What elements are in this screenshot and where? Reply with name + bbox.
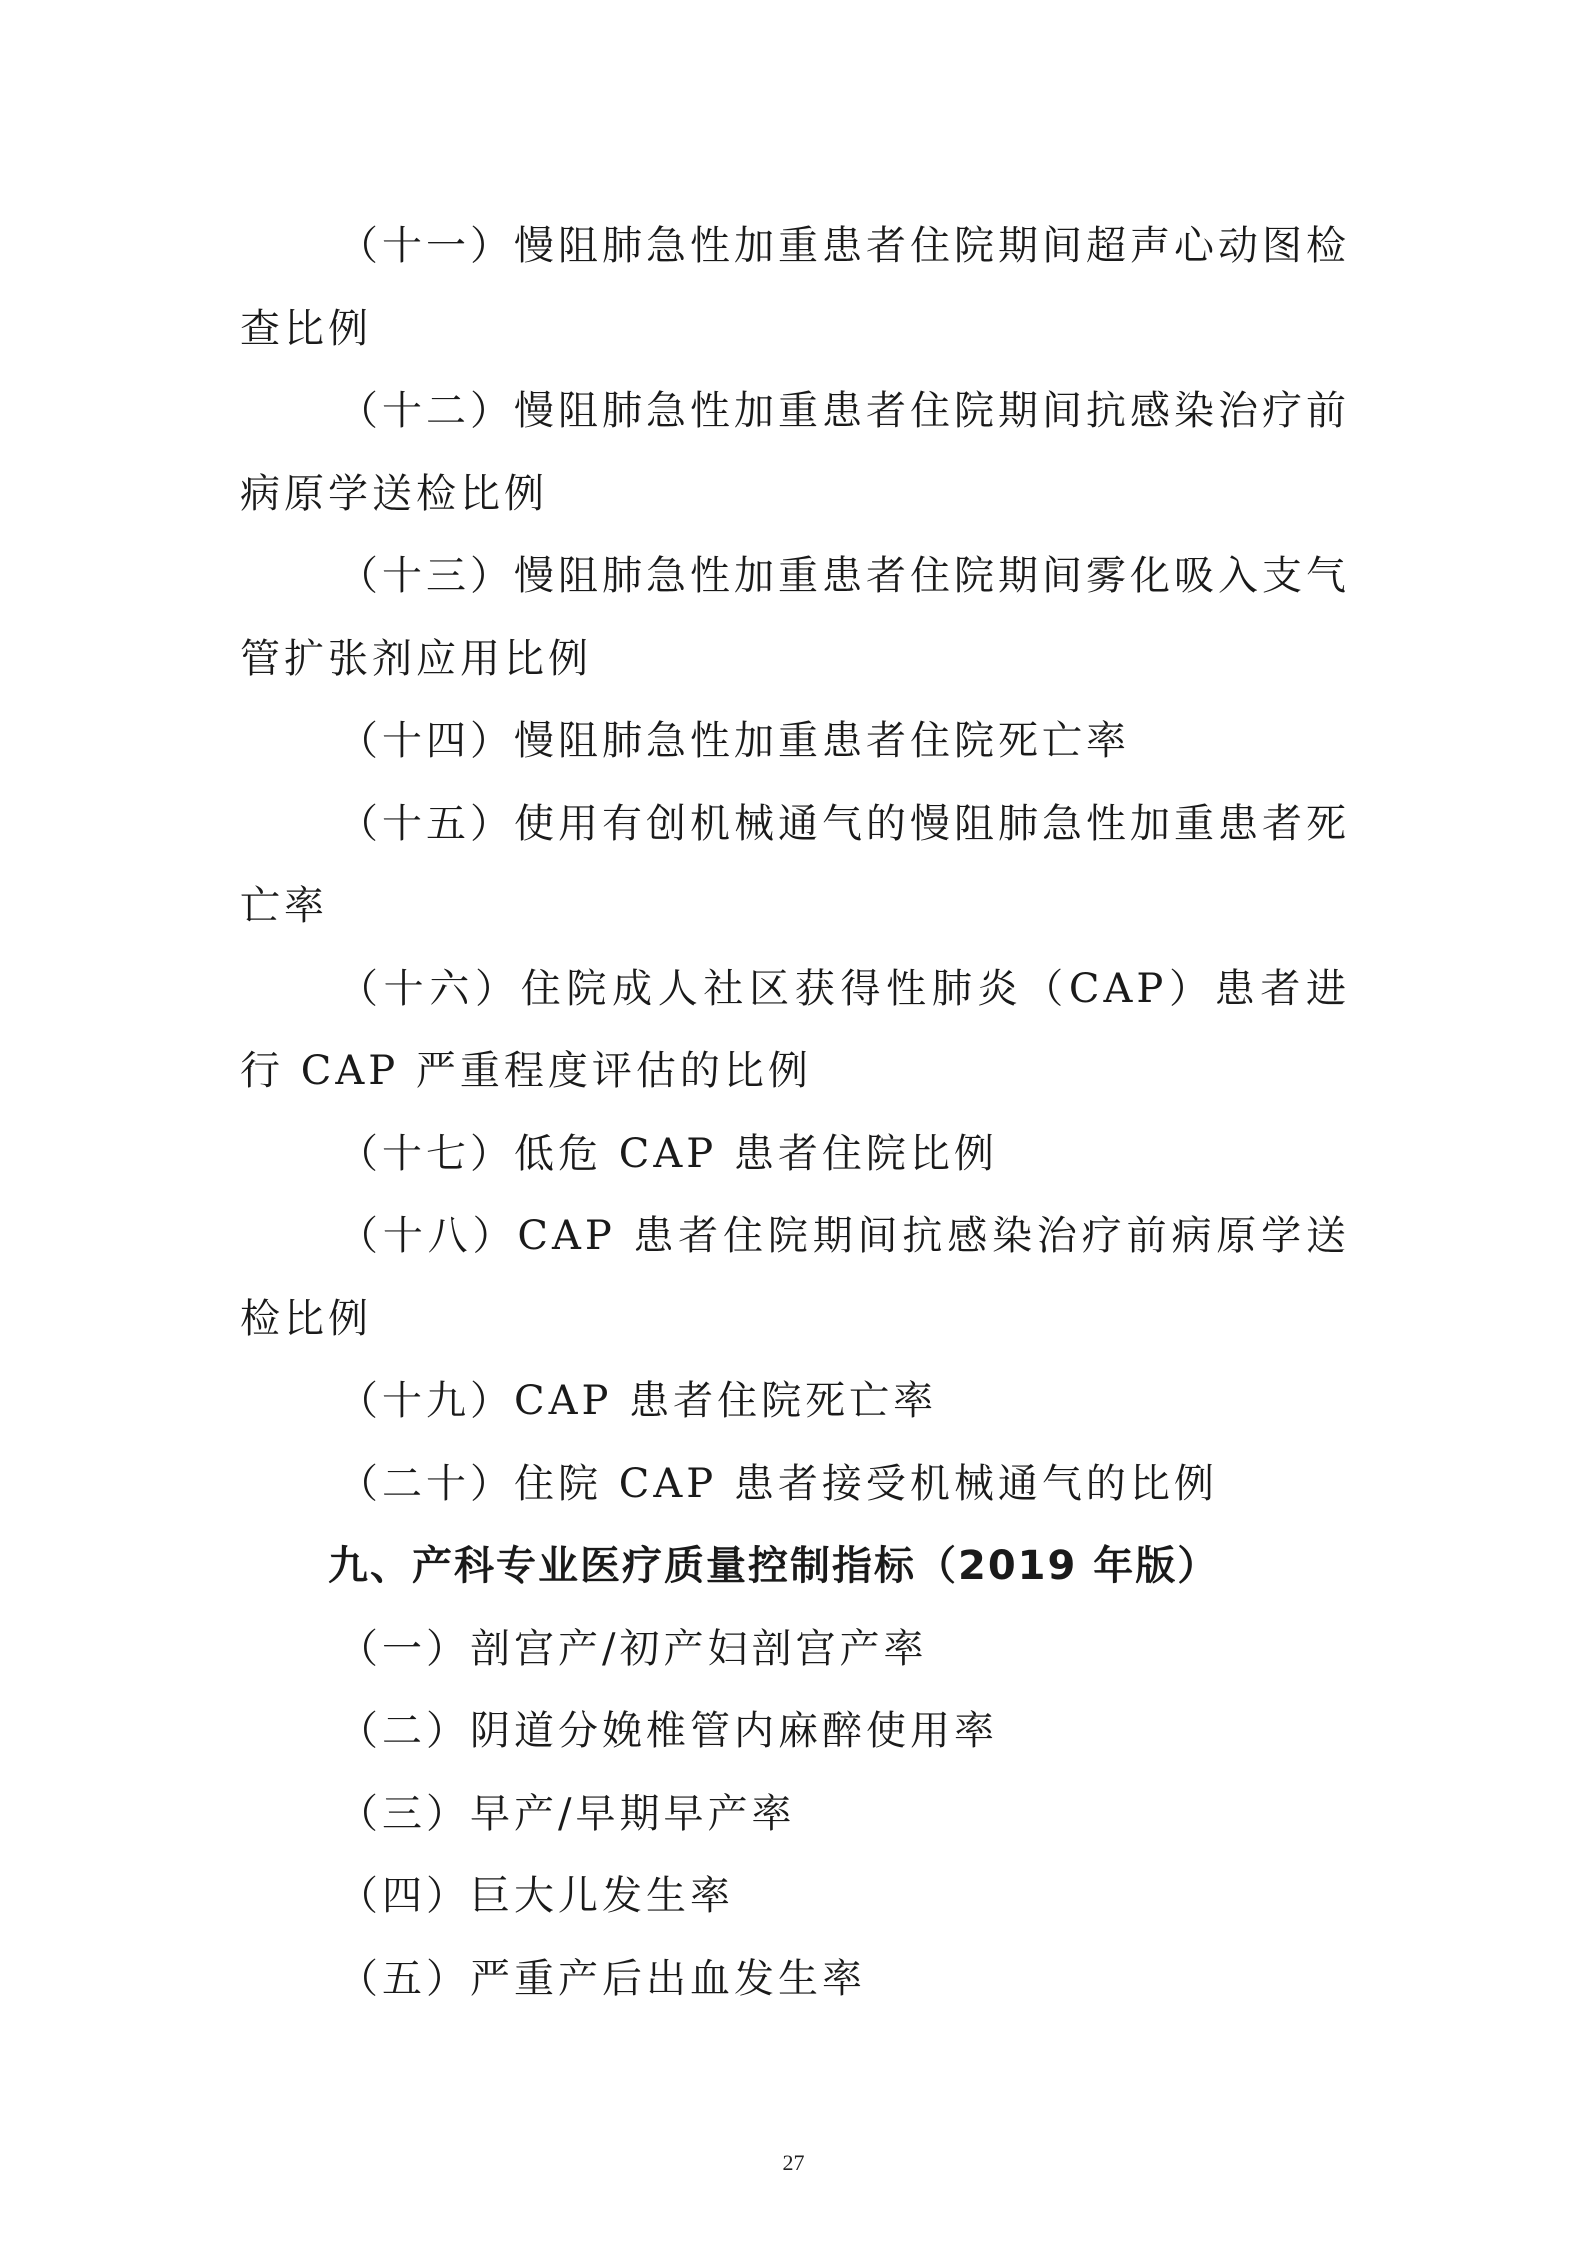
indicator-item-17: （十七）低危 CAP 患者住院比例 [338,1130,998,1177]
obstetrics-item-2: （二）阴道分娩椎管内麻醉使用率 [338,1708,998,1754]
obstetrics-item-3: （三）早产/早期早产率 [338,1790,796,1837]
document-body [240,205,1350,2020]
indicator-item-19: （十九）CAP 患者住院死亡率 [338,1378,938,1424]
page-number: 27 [782,2150,805,2175]
indicator-item-14: （十四）慢阻肺急性加重患者住院死亡率 [338,718,1130,764]
obstetrics-item-1: （一）剖宫产/初产妇剖宫产率 [338,1625,928,1672]
indicator-item-12: （十二）慢阻肺急性加重患者住院期间抗感染治疗前病原学送检比例 [240,388,1350,517]
indicator-item-18: （十八）CAP 患者住院期间抗感染治疗前病原学送检比例 [240,1213,1350,1342]
obstetrics-item-4: （四）巨大儿发生率 [338,1873,734,1919]
indicator-item-15: （十五）使用有创机械通气的慢阻肺急性加重患者死亡率 [240,800,1350,929]
indicator-item-16: （十六）住院成人社区获得性肺炎（CAP）患者进行 CAP 严重程度评估的比例 [240,965,1350,1094]
section-heading-obstetrics: 九、产科专业医疗质量控制指标（2019 年版） [328,1543,1220,1589]
indicator-item-20: （二十）住院 CAP 患者接受机械通气的比例 [338,1460,1218,1507]
indicator-item-11: （十一）慢阻肺急性加重患者住院期间超声心动图检查比例 [240,223,1350,352]
indicator-item-13: （十三）慢阻肺急性加重患者住院期间雾化吸入支气管扩张剂应用比例 [240,553,1350,682]
obstetrics-item-5: （五）严重产后出血发生率 [338,1955,866,2002]
